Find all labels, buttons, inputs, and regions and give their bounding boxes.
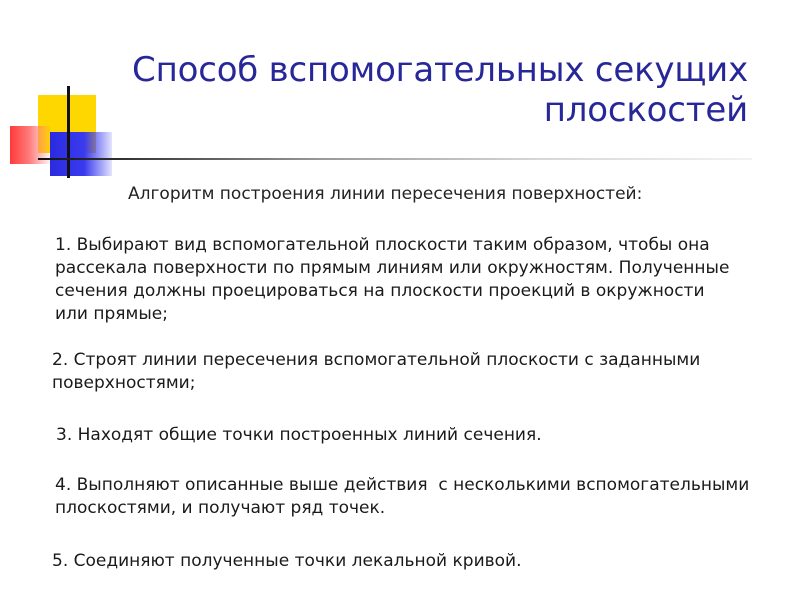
- step-2-line: 2. Строят линии пересечения вспомогательной плоскости с заданными: [52, 350, 701, 370]
- step-2: [52, 349, 752, 395]
- slide-title-line-1: Способ вспомогательных секущих: [132, 50, 748, 90]
- step-1-line: рассекала поверхности по прямым линиям или окружностям. Полученные: [55, 258, 730, 278]
- step-3: [56, 424, 756, 447]
- step-1: [55, 234, 755, 326]
- step-1-line: сечения должны проецироваться на плоскости проекций в окружности: [55, 281, 705, 301]
- step-4: [55, 474, 770, 520]
- step-1-line: или прямые;: [55, 304, 168, 324]
- step-5: [52, 550, 752, 573]
- step-4-line: 4. Выполняют описанные выше действия с несколькими вспомогательными: [55, 475, 750, 495]
- step-2-line: поверхностями;: [52, 373, 196, 393]
- step-1-line: 1. Выбирают вид вспомогательной плоскости таким образом, чтобы она: [55, 235, 710, 255]
- slide-subtitle: Алгоритм построения линии пересечения поверхностей:: [128, 184, 643, 204]
- slide-title: [128, 50, 748, 130]
- decor-blue-square: [50, 132, 112, 176]
- slide-title-line-2: плоскостей: [543, 90, 748, 130]
- step-4-line: плоскостями, и получают ряд точек.: [55, 498, 386, 518]
- decor-vertical-line: [67, 86, 70, 178]
- step-5-line: 5. Соединяют полученные точки лекальной кривой.: [52, 551, 522, 571]
- step-3-line: 3. Находят общие точки построенных линий сечения.: [56, 425, 542, 445]
- title-underline: [38, 158, 752, 160]
